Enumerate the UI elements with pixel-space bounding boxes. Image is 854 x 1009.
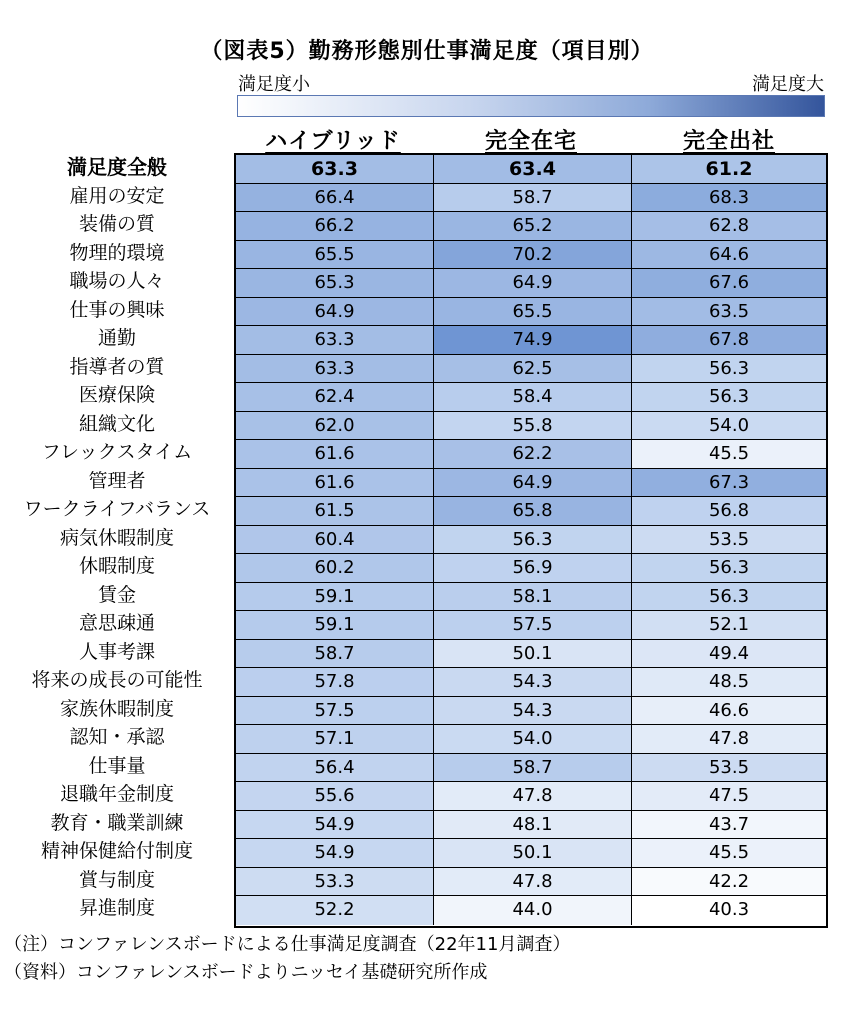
heatmap-cell: 65.2 — [434, 212, 632, 241]
heatmap-cell: 50.1 — [434, 839, 632, 868]
heatmap-cell: 42.2 — [632, 868, 826, 897]
heatmap-cell: 62.5 — [434, 355, 632, 384]
row-label: 組織文化 — [78, 412, 155, 435]
heatmap-cell: 55.8 — [434, 412, 632, 441]
heatmap-cell: 67.8 — [632, 326, 826, 355]
column-header-hybrid: ハイブリッド — [265, 129, 401, 154]
heatmap-cell: 68.3 — [632, 184, 826, 213]
row-label: 物理的環境 — [69, 241, 165, 264]
row-label: 家族休暇制度 — [59, 697, 174, 720]
heatmap-cell: 61.6 — [236, 440, 434, 469]
heatmap-cell: 62.8 — [632, 212, 826, 241]
heatmap-cell: 59.1 — [236, 611, 434, 640]
row-label: 指導者の質 — [69, 355, 165, 378]
heatmap-cell: 54.0 — [632, 412, 826, 441]
heatmap-cell: 62.0 — [236, 412, 434, 441]
heatmap-cell: 45.5 — [632, 839, 826, 868]
heatmap-cell: 63.3 — [236, 155, 434, 184]
heatmap-cell: 56.9 — [434, 554, 632, 583]
heatmap-cell: 56.3 — [434, 526, 632, 555]
heatmap-cell: 70.2 — [434, 241, 632, 270]
row-label: 休暇制度 — [78, 555, 155, 577]
row-label: 精神保健給付制度 — [40, 840, 193, 862]
row-label: 管理者 — [88, 469, 146, 492]
legend-color-bar — [237, 95, 825, 117]
heatmap-cell: 57.5 — [236, 697, 434, 726]
legend-high-label: 満足度大 — [752, 74, 824, 95]
heatmap-cell: 64.9 — [236, 298, 434, 327]
heatmap-cell: 47.8 — [434, 868, 632, 897]
legend-low-label: 満足度小 — [238, 74, 310, 95]
heatmap-cell: 49.4 — [632, 640, 826, 669]
heatmap-cell: 54.0 — [434, 725, 632, 754]
heatmap-cell: 60.2 — [236, 554, 434, 583]
row-label: 仕事の興味 — [69, 298, 165, 321]
heatmap-cell: 67.3 — [632, 469, 826, 498]
row-label: 賞与制度 — [78, 868, 155, 891]
heatmap-cell: 46.6 — [632, 697, 826, 726]
heatmap-cell: 64.9 — [434, 469, 632, 498]
row-label: 医療保険 — [78, 384, 155, 406]
heatmap-cell: 56.4 — [236, 754, 434, 783]
heatmap-cell: 58.7 — [434, 754, 632, 783]
column-header-remote: 完全在宅 — [484, 129, 577, 154]
source-line: （資料）コンファレンスボードよりニッセイ基礎研究所作成 — [4, 962, 488, 983]
row-label: ワークライフバランス — [23, 498, 211, 520]
heatmap-cell: 60.4 — [236, 526, 434, 555]
row-label: 人事考課 — [78, 640, 155, 663]
row-label: 病気休暇制度 — [59, 526, 174, 549]
row-label: 意思疎通 — [78, 612, 155, 634]
heatmap-cell: 53.5 — [632, 754, 826, 783]
row-label: 通勤 — [97, 327, 136, 349]
heatmap-cell: 53.5 — [632, 526, 826, 555]
heatmap-cell: 63.4 — [434, 155, 632, 184]
heatmap-cell: 61.5 — [236, 497, 434, 526]
heatmap-cell: 52.2 — [236, 896, 434, 925]
heatmap-cell: 52.1 — [632, 611, 826, 640]
heatmap-cell: 43.7 — [632, 811, 826, 840]
heatmap-cell: 56.3 — [632, 583, 826, 612]
heatmap-cell: 47.8 — [434, 782, 632, 811]
heatmap-cell: 59.1 — [236, 583, 434, 612]
note-line: （注）コンファレンスボードによる仕事満足度調査（22年11月調査） — [4, 934, 571, 955]
heatmap-cell: 63.3 — [236, 326, 434, 355]
heatmap-cell: 62.2 — [434, 440, 632, 469]
heatmap-cell: 61.2 — [632, 155, 826, 184]
heatmap-cell: 40.3 — [632, 896, 826, 925]
heatmap-cell: 48.5 — [632, 668, 826, 697]
heatmap-cell: 58.7 — [236, 640, 434, 669]
heatmap-cell: 65.8 — [434, 497, 632, 526]
heatmap-cell: 47.5 — [632, 782, 826, 811]
heatmap-cell: 54.3 — [434, 668, 632, 697]
row-label: 教育・職業訓練 — [50, 811, 184, 834]
heatmap-cell: 45.5 — [632, 440, 826, 469]
row-label: 職場の人々 — [69, 270, 165, 292]
heatmap-cell: 53.3 — [236, 868, 434, 897]
heatmap-cell: 62.4 — [236, 383, 434, 412]
heatmap-cell: 63.5 — [632, 298, 826, 327]
heatmap-cell: 55.6 — [236, 782, 434, 811]
row-label: 認知・承認 — [69, 726, 165, 748]
heatmap-cell: 57.1 — [236, 725, 434, 754]
heatmap-cell: 56.3 — [632, 554, 826, 583]
heatmap-grid — [234, 153, 828, 928]
heatmap-cell: 67.6 — [632, 269, 826, 298]
heatmap-cell: 66.4 — [236, 184, 434, 213]
heatmap-cell: 57.8 — [236, 668, 434, 697]
row-label: フレックスタイム — [41, 441, 193, 463]
row-label: 雇用の安定 — [69, 184, 165, 207]
heatmap-cell: 54.9 — [236, 839, 434, 868]
heatmap-cell: 65.5 — [434, 298, 632, 327]
heatmap-cell: 56.3 — [632, 383, 826, 412]
heatmap-cell: 54.3 — [434, 697, 632, 726]
row-label: 装備の質 — [78, 213, 155, 235]
heatmap-cell: 66.2 — [236, 212, 434, 241]
heatmap-cell: 58.1 — [434, 583, 632, 612]
heatmap-cell: 64.9 — [434, 269, 632, 298]
heatmap-cell: 57.5 — [434, 611, 632, 640]
heatmap-cell: 58.4 — [434, 383, 632, 412]
column-header-office: 完全出社 — [682, 129, 775, 154]
row-label: 退職年金制度 — [59, 783, 174, 805]
heatmap-cell: 58.7 — [434, 184, 632, 213]
row-label: 仕事量 — [88, 754, 146, 777]
heatmap-cell: 54.9 — [236, 811, 434, 840]
heatmap-cell: 44.0 — [434, 896, 632, 925]
chart-title: （図表5）勤務形態別仕事満足度（項目別） — [200, 39, 654, 64]
row-label: 満足度全般 — [67, 155, 167, 179]
heatmap-cell: 74.9 — [434, 326, 632, 355]
heatmap-cell: 48.1 — [434, 811, 632, 840]
heatmap-cell: 65.3 — [236, 269, 434, 298]
row-label: 昇進制度 — [78, 897, 155, 919]
heatmap-cell: 47.8 — [632, 725, 826, 754]
heatmap-cell: 64.6 — [632, 241, 826, 270]
heatmap-cell: 61.6 — [236, 469, 434, 498]
heatmap-cell: 65.5 — [236, 241, 434, 270]
row-label: 将来の成長の可能性 — [31, 669, 203, 691]
heatmap-cell: 56.3 — [632, 355, 826, 384]
heatmap-cell: 63.3 — [236, 355, 434, 384]
row-label: 賃金 — [97, 583, 136, 606]
heatmap-cell: 50.1 — [434, 640, 632, 669]
heatmap-cell: 56.8 — [632, 497, 826, 526]
